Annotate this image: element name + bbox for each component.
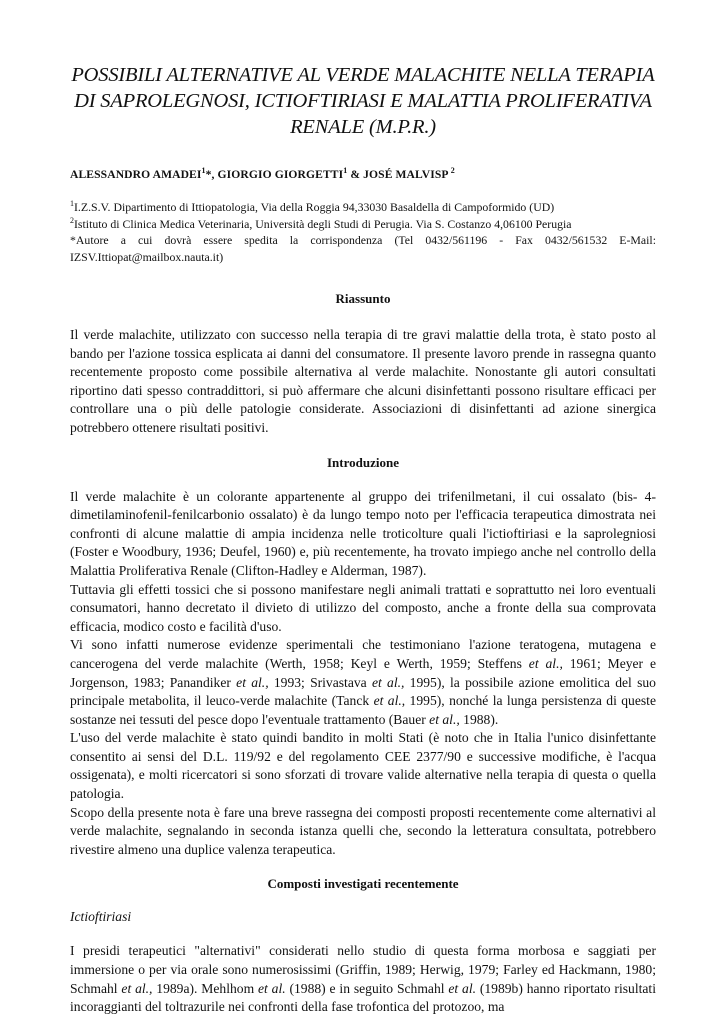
citation-etal: et al., xyxy=(528,655,563,671)
text-run: 1995), la possibile azione emolitica del suo principale metabolita, il leuco-verde malachite (Tanck xyxy=(70,674,656,709)
corresponding-marker: *, xyxy=(205,168,218,181)
author-name: GIORGIO GIORGETTI xyxy=(217,168,344,181)
intro-paragraph-4: L'uso del verde malachite è stato quindi bandito in molti Stati (è noto che in Italia l'unico disinfettante consentito ai sensi del D.L. 119/92 e del regolamento CEE 2377/90 e successive modifiche, è l'acqua ossigenata), e molti ricercatori si sono sforzati di trovare valide alternative nella terapia di questa o quella patologia. xyxy=(70,730,656,802)
text-run: (1988) e in seguito Schmahl xyxy=(285,980,449,996)
affiliation-marker: 1 xyxy=(343,166,348,176)
author-name: JOSÉ MALVISP xyxy=(363,168,449,181)
text-run: I presidi terapeutici "alternativi" considerati nello studio di questa forma morbosa e saggiati per immersione o per via orale sono numerosissimi (Griffin, 1989; Herwig, 1979; Farley ed Hackmann, 1980; Schmahl xyxy=(70,943,656,996)
citation-etal: et al. xyxy=(258,980,286,996)
paper-page xyxy=(70,62,656,1017)
abstract-paragraph: Il verde malachite, utilizzato con successo nella terapia di tre gravi malattie della trota, è stato posto al bando per l'azione tossica esplicata ai danni del consumatore. Il presente lavoro prende in rassegna quanto recentemente proposto come possibile alternativa al verde malachite. Nonostante gli autori consultati riportino dati spesso contraddittori, si può affermare che alcuni disinfettanti possono risultare efficaci per controllare una o più delle patologie considerate. Associazioni di disinfettanti ad azione sinergica potrebbero ottenere risultati positivi. xyxy=(70,327,656,435)
intro-paragraph-3 xyxy=(70,636,656,729)
subsection-heading-ictioftiriasi: Ictioftiriasi xyxy=(70,909,132,925)
author-name: ALESSANDRO AMADEI xyxy=(70,168,202,181)
introduction-body xyxy=(70,488,656,860)
correspondence-note: *Autore a cui dovrà essere spedita la corrispondenza (Tel 0432/561196 - Fax 0432/561532 E-Mail: IZSV.Ittiopat@mailbox.nauta.it) xyxy=(70,233,656,264)
intro-paragraph-5: Scopo della presente nota è fare una breve rassegna dei composti proposti recentemente come alternativi al verde malachite, segnalando in seconda istanza quelli che, secondo la letteratura consultata, potrebbero rivestire almeno una duplice valenza terapeutica. xyxy=(70,804,656,857)
citation-etal: et al., xyxy=(371,674,405,690)
author-list xyxy=(70,168,656,181)
citation-etal: et al., xyxy=(429,711,460,727)
section-heading-riassunto: Riassunto xyxy=(335,291,391,306)
text-run: 1989a). Mehlhom xyxy=(152,980,258,996)
affiliation-1 xyxy=(70,199,656,216)
citation-etal: et al., xyxy=(121,980,153,996)
composti-body xyxy=(70,942,656,1016)
text-run: 1993; Srivastava xyxy=(268,674,372,690)
intro-paragraph-2: Tuttavia gli effetti tossici che si possono manifestare negli animali trattati e soprattutto nei loro eventuali consumatori, hanno decretato il divieto di utilizzo del composto, anche a fronte della sua comprovata efficacia, modico costo e facilità d'uso. xyxy=(70,581,656,634)
text-run: 1961; Meyer e Jorgenson, 1983; Panandiker xyxy=(70,655,657,690)
citation-etal: et al. xyxy=(373,693,402,709)
citation-etal: et al. xyxy=(448,980,476,996)
affiliation-2 xyxy=(70,216,656,233)
abstract-body xyxy=(70,326,656,438)
text-run: 1988). xyxy=(459,711,499,727)
text-run: , 1995), nonché la lunga persistenza di queste sostanze nei tessuti del pesce dopo l'eventuale trattamento (Bauer xyxy=(70,693,656,727)
text-run: (1989b) hanno riportato risultati incoraggianti del toltrazurile nei confronti della fase trofontica del protozoo, ma xyxy=(70,980,656,1015)
affiliation-marker: 1 xyxy=(70,199,74,209)
author-separator: & xyxy=(347,168,364,181)
section-heading-composti: Composti investigati recentemente xyxy=(267,876,459,892)
citation-etal: et al., xyxy=(236,674,269,690)
affiliation-text: Istituto di Clinica Medica Veterinaria, Università degli Studi di Perugia. Via S. Costanzo 4,06100 Perugia xyxy=(74,216,572,231)
affiliation-marker: 2 xyxy=(448,166,455,176)
intro-paragraph-1: Il verde malachite è un colorante appartenente al gruppo dei trifenilmetani, il cui ossalato (bis- 4-dimetilaminofenil-fenilcarbonio ossalato) è da lungo tempo noto per l'efficacia terapeutica dimostrata nei confronti di alcune malattie di ampia incidenza nelle troticolture quali l'ictioftiriasi e la saprolegniosi (Foster e Woodbury, 1936; Deufel, 1960) e, più recentemente, ha trovato impiego anche nel controllo della Malattia Proliferativa Renale (Clifton-Hadley e Alderman, 1987). xyxy=(70,488,656,578)
paper-title: POSSIBILI ALTERNATIVE AL VERDE MALACHITE NELLA TERAPIA DI SAPROLEGNOSI, ICTIOFTIRIASI E MALATTIA PROLIFERATIVA RENALE (M.P.R.) xyxy=(71,64,655,138)
affiliation-text: I.Z.S.V. Dipartimento di Ittiopatologia, Via della Roggia 94,33030 Basaldella di Campoformido (UD) xyxy=(74,200,555,214)
affiliations xyxy=(70,199,656,265)
affiliation-marker: 2 xyxy=(70,215,74,225)
section-heading-introduzione: Introduzione xyxy=(327,454,399,470)
composti-paragraph-1 xyxy=(70,942,656,1016)
text-run: Vi sono infatti numerose evidenze sperimentali che testimoniano l'azione teratogena, mutagena e cancerogena del verde malachite (Werth, 1958; Keyl e Werth, 1959; Steffens xyxy=(70,637,656,671)
affiliation-marker: 1 xyxy=(201,166,206,176)
